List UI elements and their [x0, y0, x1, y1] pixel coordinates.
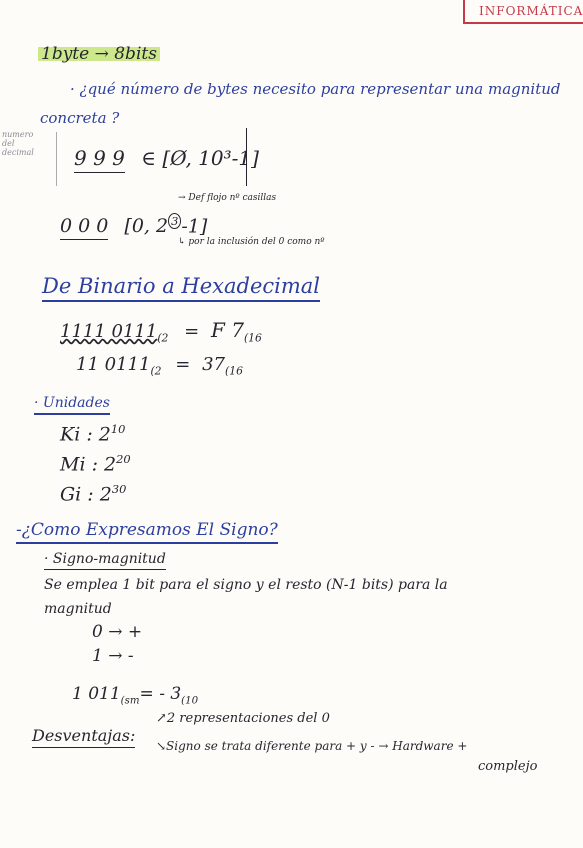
sm-example-eq: = - 3 — [139, 684, 182, 704]
question-line-2: concreta ? — [40, 109, 120, 127]
unit-base: 2 — [98, 423, 111, 446]
subject-tag — [463, 0, 583, 24]
question-line-1: · ¿qué número de bytes necesito para representar una magnitud — [70, 80, 561, 98]
annotation-digits: → Def flojo nº casillas — [178, 193, 277, 203]
annotation-zero: ↳ por la inclusión del 0 como nº — [178, 237, 325, 247]
section-title-hex — [42, 276, 320, 297]
hex-base-right-2: (16 — [225, 364, 243, 378]
unit-exponent: 30 — [111, 482, 127, 496]
hex-base-left-1: (2 — [157, 331, 169, 345]
sm-example-sub-right: (10 — [181, 695, 199, 707]
circled-exponent: 3 — [168, 213, 181, 229]
sm-example-sub-left: (sm — [120, 695, 140, 707]
disadvantages-label — [32, 728, 135, 744]
hex-binary-2: 11 0111 — [76, 354, 151, 375]
unit-label: Mi — [60, 453, 86, 476]
section-title-hex-text: De Binario a Hexadecimal — [42, 274, 320, 302]
hex-base-right-1: (16 — [243, 331, 262, 345]
unit-label: Ki — [60, 423, 81, 446]
unit-row: Gi : $2^{30}$ — [60, 482, 127, 506]
subject-tag-label: INFORMÁTICA — [479, 4, 583, 18]
unit-row: Ki : $2^{10}$ — [60, 422, 126, 446]
disadvantages-label-text: Desventajas: — [32, 726, 135, 748]
hex-base-left-2: (2 — [150, 364, 162, 378]
sign-magnitude-desc-2: magnitud — [44, 601, 112, 617]
digits-000: 0 0 0 — [60, 215, 108, 240]
left-bracket — [56, 132, 57, 186]
sign-section-title-text: -¿Como Expresamos El Signo? — [16, 520, 278, 544]
unit-row: Mi : $2^{20}$ — [60, 452, 131, 476]
hex-conversion-1 — [60, 320, 262, 344]
sign-magnitude-example — [72, 686, 198, 707]
hex-conversion-2 — [76, 356, 243, 377]
unit-exponent: 20 — [116, 452, 131, 466]
sign-magnitude-desc-1: Se emplea 1 bit para el signo y el resto (N-1 bits) para la — [44, 577, 448, 593]
disadvantage-item-2: ↘Signo se trata diferente para + y - → Hardware + — [156, 739, 468, 753]
hex-binary-1: 1111 0111 — [60, 321, 158, 342]
sign-magnitude-title-text: · Signo-magnitud — [44, 551, 166, 570]
sign-section-title — [16, 522, 278, 539]
sm-example-left: 1 011 — [72, 684, 121, 704]
sign-magnitude-title — [44, 552, 166, 566]
side-note-line: del — [2, 139, 15, 148]
disadvantage-item-3: complejo — [478, 759, 538, 774]
byte-definition-text: 1byte → 8bits — [38, 44, 160, 64]
range-start: [0, 2 — [124, 215, 169, 238]
units-title — [34, 396, 110, 410]
unit-base: 2 — [104, 453, 117, 476]
side-note — [2, 130, 34, 157]
hex-eq-1: = — [184, 321, 200, 342]
hex-eq-2: = — [175, 354, 191, 375]
map-plus: 0 → + — [92, 622, 143, 642]
range-end: -1] — [181, 215, 208, 238]
unit-base: 2 — [99, 483, 112, 506]
range-equation-1 — [74, 148, 259, 168]
unit-label: Gi — [60, 483, 82, 506]
side-note-line: numero — [2, 130, 34, 139]
byte-definition — [38, 46, 160, 63]
unit-exponent: 10 — [110, 422, 126, 436]
disadvantage-item-1: ↗2 representaciones del 0 — [156, 711, 330, 726]
digits-999: 9 9 9 — [74, 146, 125, 173]
map-minus: 1 → - — [92, 646, 134, 666]
side-note-line: decimal — [2, 148, 34, 157]
range-set-1: ∈ [Ø, 10³-1] — [141, 146, 259, 170]
units-title-text: · Unidades — [34, 395, 110, 415]
hex-value-1: F 7 — [211, 318, 244, 342]
range-equation-2 — [60, 216, 207, 236]
hex-value-2: 37 — [202, 354, 225, 375]
